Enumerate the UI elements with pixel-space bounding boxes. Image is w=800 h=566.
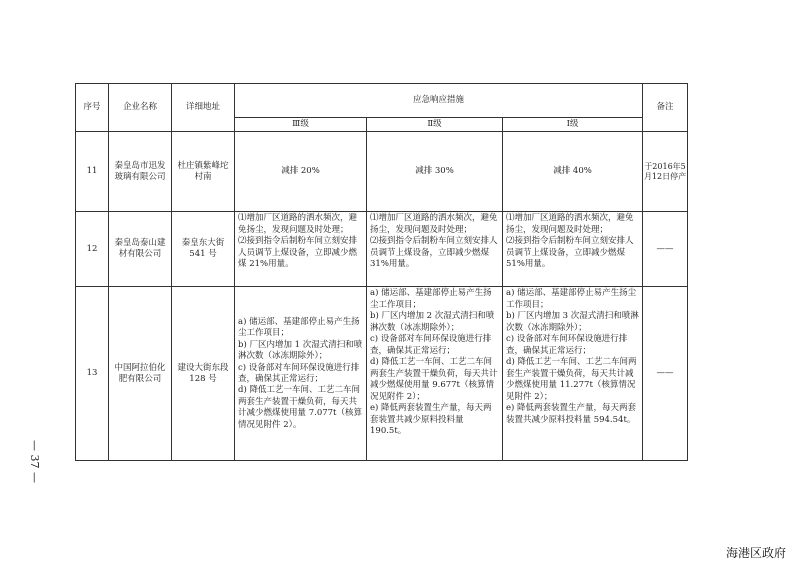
measure-item: a) 储运部、基建部停止易产生扬尘工作项目；: [238, 316, 360, 339]
page-number-text: — 37 —: [28, 440, 41, 483]
table-row: [76, 132, 688, 212]
measure-item: ⑴增加厂区道路的洒水频次，避免扬尘，发现问题及时处理；: [238, 213, 358, 235]
header-level3: Ⅲ级: [235, 118, 367, 132]
row-address: 杜庄镇紫峰坨村南: [172, 132, 235, 212]
measure-item: ⑵接到指令后制粉车间立刻安排人员调节上煤设备，立即减少燃煤 21%用量。: [238, 236, 358, 270]
row-note: [643, 287, 688, 461]
measure-item: ⑵接到指令后制粉车间立刻安排人员调节上煤设备，立即减少燃煤 51%用量。: [506, 236, 634, 270]
header-address: 详细地址: [172, 84, 235, 132]
row-company: 秦皇岛泰山建材有限公司: [109, 212, 172, 287]
measure-item: d) 降低工艺一车间、工艺二车间两套生产装置干燥负荷，每天共计减少燃煤使用量 9.677t（核算情况见附件 2）；: [370, 357, 498, 402]
row-level1: [503, 132, 643, 212]
measure-item: 减排 20%: [281, 166, 320, 177]
measure-item: b) 厂区内增加 1 次湿式清扫和喷淋次数（冰冻期除外）；: [238, 339, 363, 362]
emergency-measures-table: [75, 83, 688, 461]
header-note: 备注: [643, 84, 688, 132]
row-note: [643, 212, 688, 287]
watermark-text: 海港区政府: [725, 546, 786, 560]
table-row: [76, 287, 688, 461]
measure-item: b) 厂区内增加 2 次湿式清扫和喷淋次数（冰冻期除外）；: [370, 311, 495, 333]
row-seq: 12: [76, 212, 109, 287]
measure-item: a) 储运部、基建部停止易产生扬尘工作项目；: [506, 288, 637, 310]
measure-item: a) 储运部、基建部停止易产生扬尘工作项目；: [370, 288, 492, 310]
measure-item: ⑵接到指令后制粉车间立刻安排人员调节上煤设备，立即减少燃煤 31%用量。: [370, 236, 498, 270]
page-number: [28, 440, 40, 483]
measure-item: d) 降低工艺一车间、工艺二车间两套生产装置干燥负荷，每天共计减少燃煤使用量 7.077t（核算情况见附件 2）。: [238, 385, 362, 430]
row-level2: [367, 212, 503, 287]
measure-item: 减排 40%: [553, 166, 592, 177]
row-seq: 13: [76, 287, 109, 461]
header-level1: Ⅰ级: [503, 118, 643, 132]
row-seq: 11: [76, 132, 109, 212]
measure-item: e) 降低两套装置生产量，每天两套装置共减少原料投料量 594.54t。: [506, 403, 637, 425]
row-level3: [235, 212, 367, 287]
measure-item: c) 设备部对车间环保设施进行排查，确保其正常运行；: [238, 362, 360, 384]
measure-item: 减排 30%: [415, 166, 454, 177]
row-level3: [235, 287, 367, 461]
row-level1: [503, 287, 643, 461]
measure-item: ⑴增加厂区道路的洒水频次，避免扬尘，发现问题及时处理；: [506, 213, 634, 235]
measure-item: c) 设备部对车间环保设施进行排查，确保其正常运行；: [506, 334, 628, 356]
row-level3: [235, 132, 367, 212]
header-level2: Ⅱ级: [367, 118, 503, 132]
note-dash: ——: [656, 368, 674, 379]
measure-item: ⑴增加厂区道路的洒水频次，避免扬尘，发现问题及时处理；: [370, 213, 498, 235]
header-company: 企业名称: [109, 84, 172, 132]
header-measures: 应急响应措施: [235, 84, 643, 118]
measure-item: d) 降低工艺一车间、工艺二车间两套生产装置干燥负荷，每天共计减少燃煤使用量 11.277t（核算情况见附件 2）；: [506, 357, 637, 402]
row-address: 建设大街东段 128 号: [172, 287, 235, 461]
measure-item: b) 厂区内增加 3 次湿式清扫和喷淋次数（冰冻期除外）；: [506, 311, 639, 333]
measure-item: e) 降低两套装置生产量，每天两套装置共减少原料投料量 190.5t。: [370, 403, 492, 437]
row-company: 秦皇岛市迅发玻璃有限公司: [109, 132, 172, 212]
row-level2: [367, 287, 503, 461]
row-note: 于2016年5月12日停产: [643, 132, 688, 212]
measure-item: c) 设备部对车间环保设施进行排查，确保其正常运行；: [370, 334, 492, 356]
note-dash: ——: [656, 243, 674, 254]
header-seq: 序号: [76, 84, 109, 132]
header-row: [76, 84, 688, 118]
row-address: 秦皇东大街 541 号: [172, 212, 235, 287]
row-level1: [503, 212, 643, 287]
row-level2: [367, 132, 503, 212]
table-row: [76, 212, 688, 287]
row-company: 中国阿拉伯化肥有限公司: [109, 287, 172, 461]
